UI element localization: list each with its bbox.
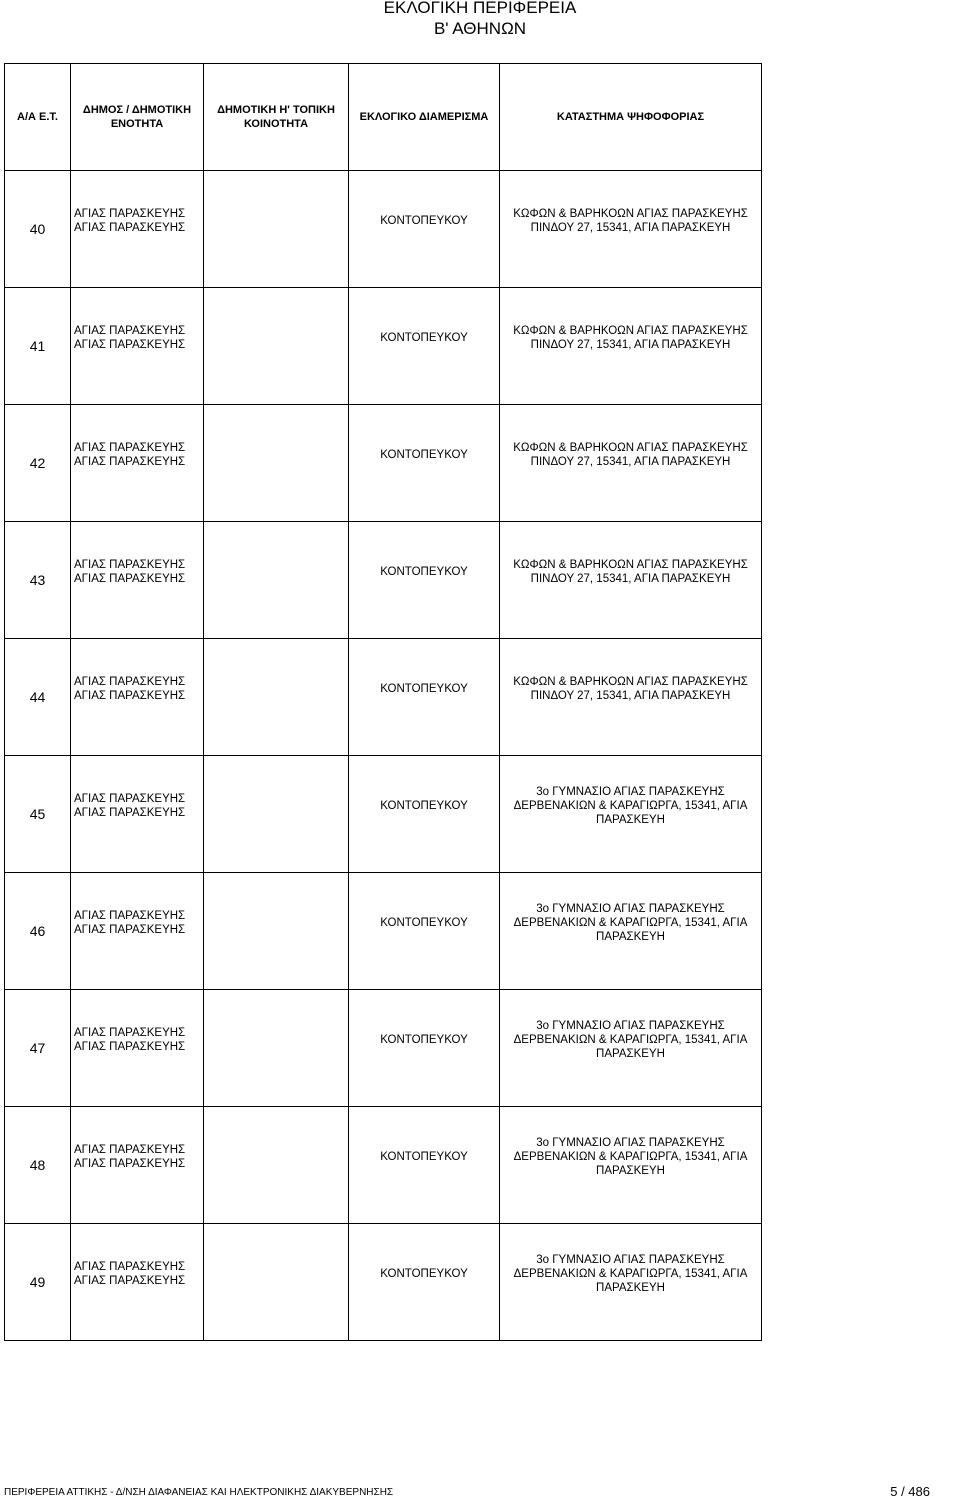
municipality-name: ΑΓΙΑΣ ΠΑΡΑΣΚΕΥΗΣ	[74, 1144, 186, 1156]
station-cell	[500, 1224, 762, 1341]
district-cell	[349, 990, 500, 1107]
header-num: Α/Α Ε.Τ.	[5, 64, 71, 171]
district-name: ΚΟΝΤΟΠΕΥΚΟΥ	[380, 917, 468, 929]
station-address: ΠΙΝΔΟΥ 27, 15341, ΑΓΙΑ ΠΑΡΑΣΚΕΥΗ	[530, 456, 731, 468]
station-cell	[500, 990, 762, 1107]
municipality-cell	[71, 288, 204, 405]
district-name: ΚΟΝΤΟΠΕΥΚΟΥ	[380, 1151, 468, 1163]
station-name: 3ο ΓΥΜΝΑΣΙΟ ΑΓΙΑΣ ΠΑΡΑΣΚΕΥΗΣ	[536, 1020, 725, 1032]
station-address: ΠΙΝΔΟΥ 27, 15341, ΑΓΙΑ ΠΑΡΑΣΚΕΥΗ	[530, 339, 731, 351]
municipal-unit-name: ΑΓΙΑΣ ΠΑΡΑΣΚΕΥΗΣ	[74, 1041, 186, 1053]
municipality-cell	[71, 639, 204, 756]
station-cell	[500, 756, 762, 873]
page-number: 5 / 486	[890, 1484, 930, 1499]
municipal-unit-name: ΑΓΙΑΣ ΠΑΡΑΣΚΕΥΗΣ	[74, 339, 186, 351]
district-name: ΚΟΝΤΟΠΕΥΚΟΥ	[380, 449, 468, 461]
header-station: ΚΑΤΑΣΤΗΜΑ ΨΗΦΟΦΟΡΙΑΣ	[500, 64, 762, 171]
district-cell	[349, 171, 500, 288]
municipality-name: ΑΓΙΑΣ ΠΑΡΑΣΚΕΥΗΣ	[74, 793, 186, 805]
row-number: 46	[5, 873, 71, 990]
district-name: ΚΟΝΤΟΠΕΥΚΟΥ	[380, 332, 468, 344]
header-district: ΕΚΛΟΓΙΚΟ ΔΙΑΜΕΡΙΣΜΑ	[349, 64, 500, 171]
municipality-name: ΑΓΙΑΣ ΠΑΡΑΣΚΕΥΗΣ	[74, 1261, 186, 1273]
polling-stations-table	[4, 63, 762, 1341]
station-address: ΔΕΡΒΕΝΑΚΙΩΝ & ΚΑΡΑΓΙΩΡΓΑ, 15341, ΑΓΙΑ	[513, 1268, 748, 1280]
station-cell	[500, 171, 762, 288]
municipality-cell	[71, 522, 204, 639]
station-name: ΚΩΦΩΝ & ΒΑΡΗΚΟΩΝ ΑΓΙΑΣ ΠΑΡΑΣΚΕΥΗΣ	[513, 676, 748, 688]
municipality-cell	[71, 990, 204, 1107]
table-row	[5, 405, 762, 522]
station-name: ΚΩΦΩΝ & ΒΑΡΗΚΟΩΝ ΑΓΙΑΣ ΠΑΡΑΣΚΕΥΗΣ	[513, 208, 748, 220]
municipal-unit-name: ΑΓΙΑΣ ΠΑΡΑΣΚΕΥΗΣ	[74, 573, 186, 585]
municipality-name: ΑΓΙΑΣ ΠΑΡΑΣΚΕΥΗΣ	[74, 676, 186, 688]
district-name: ΚΟΝΤΟΠΕΥΚΟΥ	[380, 800, 468, 812]
municipality-cell	[71, 1224, 204, 1341]
station-address: ΔΕΡΒΕΝΑΚΙΩΝ & ΚΑΡΑΓΙΩΡΓΑ, 15341, ΑΓΙΑ	[513, 1034, 748, 1046]
district-name: ΚΟΝΤΟΠΕΥΚΟΥ	[380, 566, 468, 578]
page-subtitle: Β' ΑΘΗΝΩΝ	[433, 19, 527, 38]
station-address-cont: ΠΑΡΑΣΚΕΥΗ	[596, 931, 665, 943]
table-row	[5, 873, 762, 990]
district-name: ΚΟΝΤΟΠΕΥΚΟΥ	[380, 215, 468, 227]
district-cell	[349, 405, 500, 522]
station-cell	[500, 873, 762, 990]
community-cell	[204, 756, 349, 873]
municipality-cell	[71, 873, 204, 990]
station-name: 3ο ΓΥΜΝΑΣΙΟ ΑΓΙΑΣ ΠΑΡΑΣΚΕΥΗΣ	[536, 1254, 725, 1266]
district-name: ΚΟΝΤΟΠΕΥΚΟΥ	[380, 683, 468, 695]
row-number: 41	[5, 288, 71, 405]
municipality-name: ΑΓΙΑΣ ΠΑΡΑΣΚΕΥΗΣ	[74, 325, 186, 337]
community-cell	[204, 1107, 349, 1224]
municipal-unit-name: ΑΓΙΑΣ ΠΑΡΑΣΚΕΥΗΣ	[74, 1158, 186, 1170]
district-cell	[349, 873, 500, 990]
municipal-unit-name: ΑΓΙΑΣ ΠΑΡΑΣΚΕΥΗΣ	[74, 456, 186, 468]
district-cell	[349, 639, 500, 756]
community-cell	[204, 171, 349, 288]
municipal-unit-name: ΑΓΙΑΣ ΠΑΡΑΣΚΕΥΗΣ	[74, 222, 186, 234]
station-cell	[500, 405, 762, 522]
municipality-name: ΑΓΙΑΣ ΠΑΡΑΣΚΕΥΗΣ	[74, 910, 186, 922]
district-cell	[349, 1107, 500, 1224]
row-number: 47	[5, 990, 71, 1107]
table-row	[5, 288, 762, 405]
municipality-name: ΑΓΙΑΣ ΠΑΡΑΣΚΕΥΗΣ	[74, 1027, 186, 1039]
municipal-unit-name: ΑΓΙΑΣ ΠΑΡΑΣΚΕΥΗΣ	[74, 690, 186, 702]
community-cell	[204, 522, 349, 639]
station-cell	[500, 1107, 762, 1224]
community-cell	[204, 405, 349, 522]
community-cell	[204, 873, 349, 990]
district-cell	[349, 756, 500, 873]
station-name: ΚΩΦΩΝ & ΒΑΡΗΚΟΩΝ ΑΓΙΑΣ ΠΑΡΑΣΚΕΥΗΣ	[513, 559, 748, 571]
station-address: ΔΕΡΒΕΝΑΚΙΩΝ & ΚΑΡΑΓΙΩΡΓΑ, 15341, ΑΓΙΑ	[513, 917, 748, 929]
station-cell	[500, 288, 762, 405]
community-cell	[204, 288, 349, 405]
municipality-cell	[71, 756, 204, 873]
district-cell	[349, 288, 500, 405]
table-row	[5, 171, 762, 288]
header-community: ΔΗΜΟΤΙΚΗ Η' ΤΟΠΙΚΗ ΚΟΙΝΟΤΗΤΑ	[204, 64, 349, 171]
station-address: ΠΙΝΔΟΥ 27, 15341, ΑΓΙΑ ΠΑΡΑΣΚΕΥΗ	[530, 573, 731, 585]
municipality-name: ΑΓΙΑΣ ΠΑΡΑΣΚΕΥΗΣ	[74, 442, 186, 454]
community-cell	[204, 990, 349, 1107]
table-row	[5, 756, 762, 873]
station-address: ΔΕΡΒΕΝΑΚΙΩΝ & ΚΑΡΑΓΙΩΡΓΑ, 15341, ΑΓΙΑ	[513, 800, 748, 812]
row-number: 42	[5, 405, 71, 522]
district-cell	[349, 522, 500, 639]
municipality-name: ΑΓΙΑΣ ΠΑΡΑΣΚΕΥΗΣ	[74, 559, 186, 571]
table-row	[5, 1107, 762, 1224]
table-row	[5, 639, 762, 756]
community-cell	[204, 1224, 349, 1341]
station-name: ΚΩΦΩΝ & ΒΑΡΗΚΟΩΝ ΑΓΙΑΣ ΠΑΡΑΣΚΕΥΗΣ	[513, 442, 748, 454]
row-number: 49	[5, 1224, 71, 1341]
station-address-cont: ΠΑΡΑΣΚΕΥΗ	[596, 1048, 665, 1060]
district-name: ΚΟΝΤΟΠΕΥΚΟΥ	[380, 1268, 468, 1280]
row-number: 43	[5, 522, 71, 639]
municipality-cell	[71, 1107, 204, 1224]
station-name: 3ο ΓΥΜΝΑΣΙΟ ΑΓΙΑΣ ΠΑΡΑΣΚΕΥΗΣ	[536, 1137, 725, 1149]
station-address: ΔΕΡΒΕΝΑΚΙΩΝ & ΚΑΡΑΓΙΩΡΓΑ, 15341, ΑΓΙΑ	[513, 1151, 748, 1163]
table-row	[5, 522, 762, 639]
station-cell	[500, 639, 762, 756]
municipal-unit-name: ΑΓΙΑΣ ΠΑΡΑΣΚΕΥΗΣ	[74, 924, 186, 936]
station-address-cont: ΠΑΡΑΣΚΕΥΗ	[596, 814, 665, 826]
district-cell	[349, 1224, 500, 1341]
station-name: ΚΩΦΩΝ & ΒΑΡΗΚΟΩΝ ΑΓΙΑΣ ΠΑΡΑΣΚΕΥΗΣ	[513, 325, 748, 337]
station-name: 3ο ΓΥΜΝΑΣΙΟ ΑΓΙΑΣ ΠΑΡΑΣΚΕΥΗΣ	[536, 903, 725, 915]
footer-agency: ΠΕΡΙΦΕΡΕΙΑ ΑΤΤΙΚΗΣ - Δ/ΝΣΗ ΔΙΑΦΑΝΕΙΑΣ ΚΑΙ ΗΛΕΚΤΡΟΝΙΚΗΣ ΔΙΑΚΥΒΕΡΝΗΣΗΣ	[4, 1487, 394, 1498]
station-address-cont: ΠΑΡΑΣΚΕΥΗ	[596, 1282, 665, 1294]
municipality-cell	[71, 405, 204, 522]
municipal-unit-name: ΑΓΙΑΣ ΠΑΡΑΣΚΕΥΗΣ	[74, 1275, 186, 1287]
station-address: ΠΙΝΔΟΥ 27, 15341, ΑΓΙΑ ΠΑΡΑΣΚΕΥΗ	[530, 690, 731, 702]
station-address: ΠΙΝΔΟΥ 27, 15341, ΑΓΙΑ ΠΑΡΑΣΚΕΥΗ	[530, 222, 731, 234]
table-row	[5, 990, 762, 1107]
station-cell	[500, 522, 762, 639]
municipal-unit-name: ΑΓΙΑΣ ΠΑΡΑΣΚΕΥΗΣ	[74, 807, 186, 819]
station-name: 3ο ΓΥΜΝΑΣΙΟ ΑΓΙΑΣ ΠΑΡΑΣΚΕΥΗΣ	[536, 786, 725, 798]
station-address-cont: ΠΑΡΑΣΚΕΥΗ	[596, 1165, 665, 1177]
municipality-name: ΑΓΙΑΣ ΠΑΡΑΣΚΕΥΗΣ	[74, 208, 186, 220]
table-header-row	[5, 64, 762, 171]
row-number: 45	[5, 756, 71, 873]
row-number: 44	[5, 639, 71, 756]
page-title: ΕΚΛΟΓΙΚΗ ΠΕΡΙΦΕΡΕΙΑ	[383, 0, 577, 17]
municipality-cell	[71, 171, 204, 288]
row-number: 40	[5, 171, 71, 288]
district-name: ΚΟΝΤΟΠΕΥΚΟΥ	[380, 1034, 468, 1046]
row-number: 48	[5, 1107, 71, 1224]
community-cell	[204, 639, 349, 756]
header-municipality: ΔΗΜΟΣ / ΔΗΜΟΤΙΚΗ ΕΝΟΤΗΤΑ	[71, 64, 204, 171]
table-row	[5, 1224, 762, 1341]
